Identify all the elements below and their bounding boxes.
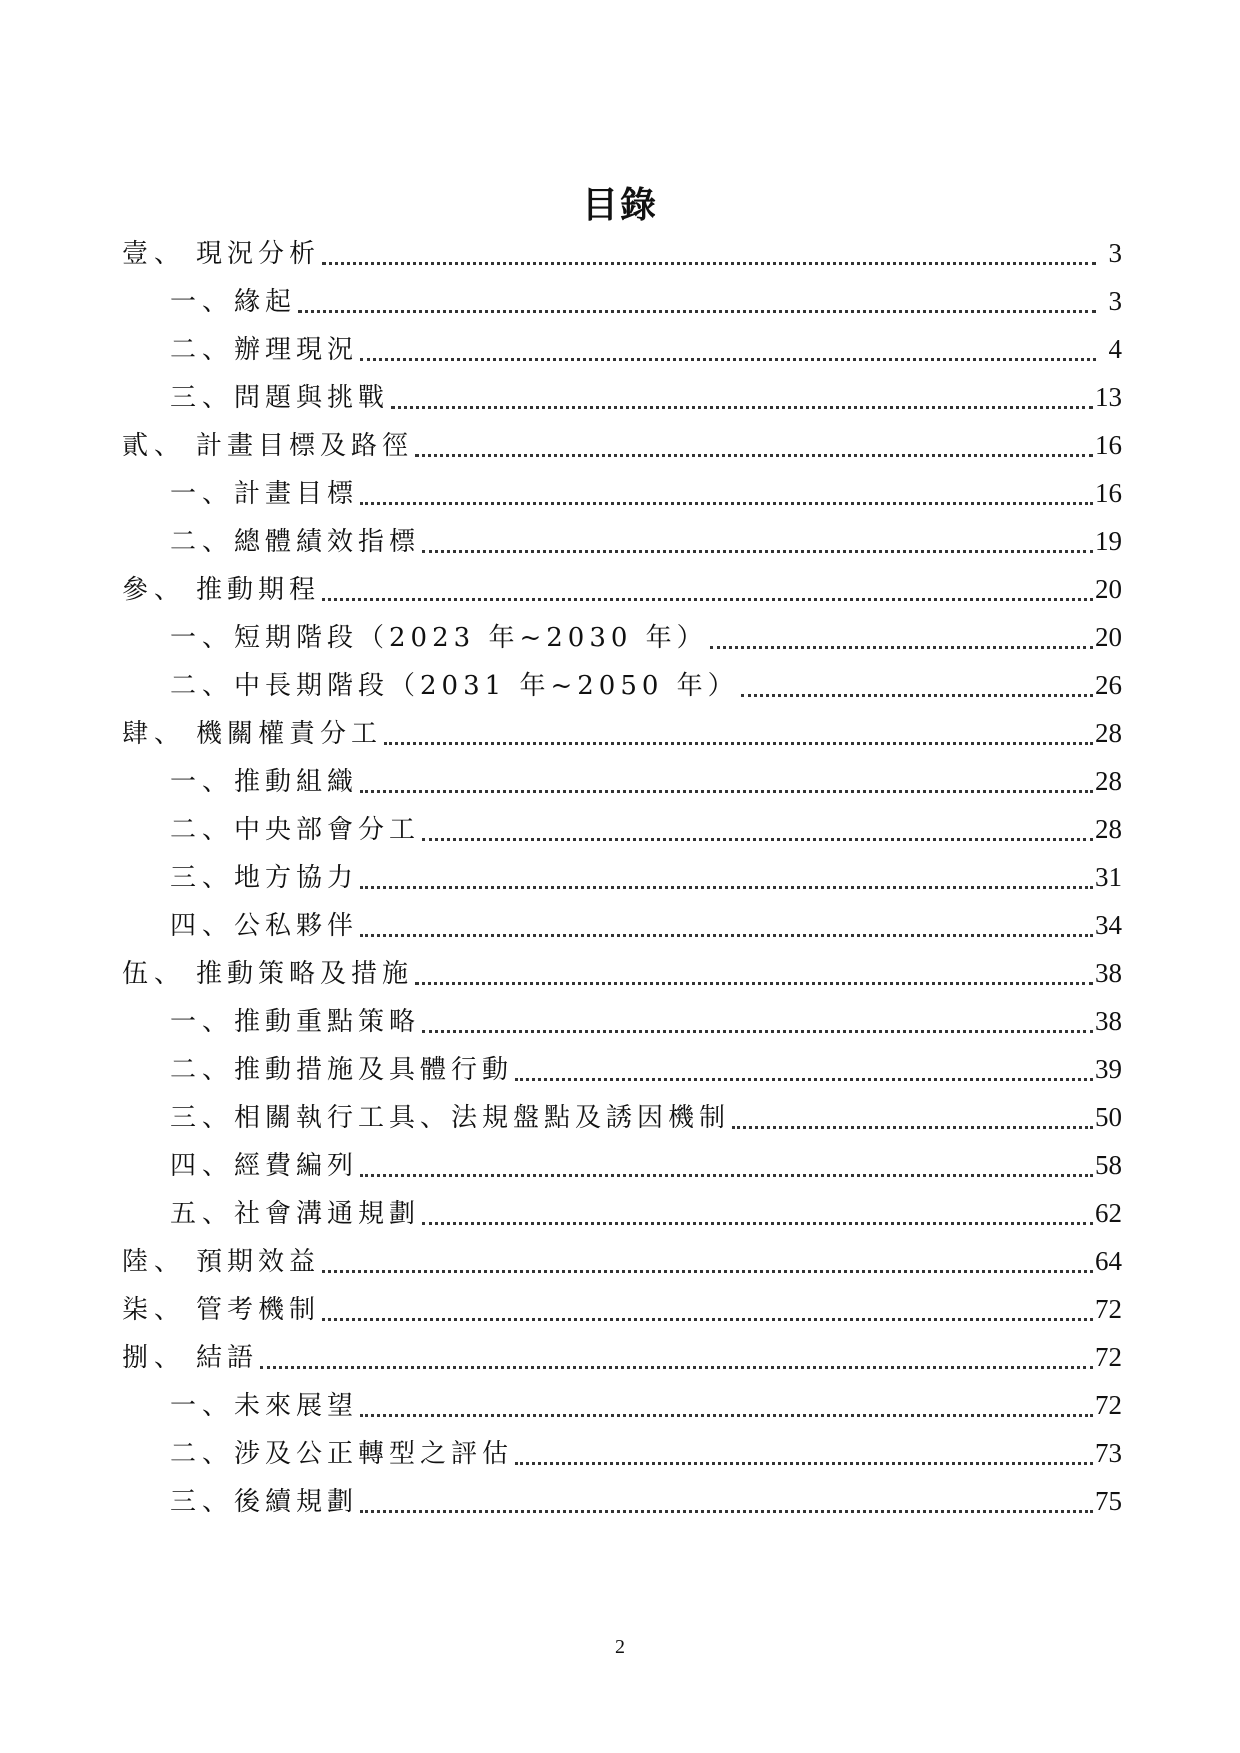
dot-leader	[298, 284, 1096, 313]
toc-entry-page-number: 38	[1095, 1006, 1122, 1036]
table-of-contents	[122, 229, 1122, 1525]
toc-entry-number: 二、	[170, 671, 235, 701]
dot-leader	[422, 812, 1093, 841]
page-title: 目錄	[581, 185, 658, 227]
toc-entry-page-number: 16	[1095, 430, 1122, 460]
toc-entry-page-number: 4	[1108, 334, 1122, 364]
toc-section-entry[interactable]	[122, 805, 1122, 853]
toc-entry-number: 二、	[170, 1439, 235, 1469]
toc-entry-number: 參、	[122, 575, 187, 605]
toc-section-entry[interactable]	[122, 901, 1122, 949]
toc-entry-number: 一、	[170, 623, 235, 653]
toc-entry-number: 三、	[170, 1103, 235, 1133]
toc-entry-number: 二、	[170, 1055, 235, 1085]
dot-leader	[384, 716, 1093, 745]
toc-entry-number: 柒、	[122, 1295, 187, 1325]
toc-chapter-entry[interactable]	[122, 229, 1122, 277]
toc-entry-title: 預期效益	[196, 1247, 321, 1277]
dot-leader	[322, 236, 1096, 265]
dot-leader	[360, 1388, 1093, 1417]
page-number: 2	[615, 1636, 625, 1658]
toc-entry-title: 推動重點策略	[234, 1007, 421, 1037]
toc-entry-page-number: 64	[1095, 1246, 1122, 1276]
dot-leader	[415, 428, 1093, 457]
toc-section-entry[interactable]	[122, 277, 1122, 325]
toc-entry-page-number: 38	[1095, 958, 1122, 988]
toc-entry-number: 伍、	[122, 959, 187, 989]
toc-entry-title: 結語	[196, 1343, 259, 1373]
dot-leader	[260, 1340, 1093, 1369]
toc-entry-title: 推動措施及具體行動	[234, 1055, 514, 1085]
toc-section-entry[interactable]	[122, 1429, 1122, 1477]
toc-section-entry[interactable]	[122, 1045, 1122, 1093]
dot-leader	[322, 1244, 1093, 1273]
dot-leader	[710, 620, 1093, 649]
toc-entry-number: 肆、	[122, 719, 187, 749]
toc-entry-title: 中長期階段（2031 年~2050 年）	[234, 671, 739, 701]
toc-entry-page-number: 3	[1108, 238, 1122, 268]
toc-entry-title: 公私夥伴	[234, 911, 359, 941]
toc-chapter-entry[interactable]	[122, 1237, 1122, 1285]
toc-entry-number: 三、	[170, 863, 235, 893]
toc-chapter-entry[interactable]	[122, 949, 1122, 997]
toc-entry-title: 辦理現況	[234, 335, 359, 365]
toc-entry-number: 三、	[170, 1487, 235, 1517]
dot-leader	[741, 668, 1093, 697]
toc-section-entry[interactable]	[122, 373, 1122, 421]
dot-leader	[515, 1436, 1093, 1465]
toc-entry-page-number: 20	[1095, 622, 1122, 652]
dot-leader	[360, 1484, 1093, 1513]
toc-entry-title: 管考機制	[196, 1295, 321, 1325]
dot-leader	[422, 1196, 1093, 1225]
toc-entry-page-number: 13	[1095, 382, 1122, 412]
toc-entry-title: 問題與挑戰	[234, 383, 390, 413]
toc-entry-number: 一、	[170, 1007, 235, 1037]
toc-entry-number: 一、	[170, 287, 235, 317]
toc-entry-number: 貳、	[122, 431, 187, 461]
toc-entry-title: 短期階段（2023 年~2030 年）	[234, 623, 708, 653]
toc-entry-number: 二、	[170, 815, 235, 845]
toc-entry-number: 捌、	[122, 1343, 187, 1373]
toc-chapter-entry[interactable]	[122, 1333, 1122, 1381]
dot-leader	[360, 332, 1096, 361]
toc-section-entry[interactable]	[122, 469, 1122, 517]
toc-entry-number: 二、	[170, 335, 235, 365]
toc-entry-page-number: 28	[1095, 814, 1122, 844]
toc-entry-page-number: 3	[1108, 286, 1122, 316]
toc-section-entry[interactable]	[122, 853, 1122, 901]
toc-entry-page-number: 28	[1095, 718, 1122, 748]
toc-entry-title: 後續規劃	[234, 1487, 359, 1517]
toc-entry-title: 機關權責分工	[196, 719, 383, 749]
dot-leader	[422, 1004, 1093, 1033]
toc-chapter-entry[interactable]	[122, 421, 1122, 469]
toc-chapter-entry[interactable]	[122, 1285, 1122, 1333]
toc-entry-number: 一、	[170, 767, 235, 797]
toc-entry-number: 陸、	[122, 1247, 187, 1277]
toc-section-entry[interactable]	[122, 1381, 1122, 1429]
toc-entry-page-number: 58	[1095, 1150, 1122, 1180]
toc-entry-page-number: 73	[1095, 1438, 1122, 1468]
toc-entry-page-number: 19	[1095, 526, 1122, 556]
toc-entry-page-number: 39	[1095, 1054, 1122, 1084]
toc-section-entry[interactable]	[122, 997, 1122, 1045]
dot-leader	[360, 1148, 1093, 1177]
dot-leader	[515, 1052, 1093, 1081]
toc-entry-page-number: 50	[1095, 1102, 1122, 1132]
dot-leader	[322, 572, 1093, 601]
toc-entry-title: 緣起	[234, 287, 297, 317]
toc-section-entry[interactable]	[122, 1189, 1122, 1237]
toc-section-entry[interactable]	[122, 757, 1122, 805]
dot-leader	[360, 908, 1093, 937]
toc-entry-page-number: 72	[1095, 1390, 1122, 1420]
toc-entry-title: 社會溝通規劃	[234, 1199, 421, 1229]
toc-entry-title: 中央部會分工	[234, 815, 421, 845]
dot-leader	[732, 1100, 1093, 1129]
toc-entry-title: 推動組織	[234, 767, 359, 797]
toc-entry-title: 計畫目標及路徑	[196, 431, 414, 461]
toc-entry-number: 四、	[170, 911, 235, 941]
toc-chapter-entry[interactable]	[122, 565, 1122, 613]
toc-section-entry[interactable]	[122, 613, 1122, 661]
toc-section-entry[interactable]	[122, 1093, 1122, 1141]
toc-entry-page-number: 31	[1095, 862, 1122, 892]
toc-entry-title: 地方協力	[234, 863, 359, 893]
toc-chapter-entry[interactable]	[122, 709, 1122, 757]
toc-entry-title: 現況分析	[196, 239, 321, 269]
toc-entry-page-number: 72	[1095, 1294, 1122, 1324]
dot-leader	[360, 860, 1093, 889]
toc-section-entry[interactable]	[122, 1477, 1122, 1525]
toc-entry-number: 一、	[170, 479, 235, 509]
toc-entry-title: 推動策略及措施	[196, 959, 414, 989]
toc-section-entry[interactable]	[122, 1141, 1122, 1189]
toc-entry-page-number: 26	[1095, 670, 1122, 700]
toc-entry-title: 相關執行工具、法規盤點及誘因機制	[234, 1103, 731, 1133]
dot-leader	[415, 956, 1093, 985]
toc-entry-number: 三、	[170, 383, 235, 413]
toc-section-entry[interactable]	[122, 517, 1122, 565]
toc-entry-page-number: 20	[1095, 574, 1122, 604]
toc-section-entry[interactable]	[122, 661, 1122, 709]
toc-entry-title: 計畫目標	[234, 479, 359, 509]
toc-entry-page-number: 28	[1095, 766, 1122, 796]
dot-leader	[391, 380, 1093, 409]
dot-leader	[322, 1292, 1093, 1321]
toc-entry-page-number: 16	[1095, 478, 1122, 508]
toc-entry-title: 經費編列	[234, 1151, 359, 1181]
toc-entry-title: 涉及公正轉型之評估	[234, 1439, 514, 1469]
toc-entry-number: 一、	[170, 1391, 235, 1421]
toc-section-entry[interactable]	[122, 325, 1122, 373]
toc-entry-number: 四、	[170, 1151, 235, 1181]
dot-leader	[360, 764, 1093, 793]
toc-entry-number: 五、	[170, 1199, 235, 1229]
dot-leader	[360, 476, 1093, 505]
toc-entry-page-number: 62	[1095, 1198, 1122, 1228]
toc-entry-title: 總體績效指標	[234, 527, 421, 557]
toc-entry-number: 二、	[170, 527, 235, 557]
toc-entry-title: 推動期程	[196, 575, 321, 605]
toc-entry-page-number: 34	[1095, 910, 1122, 940]
toc-entry-page-number: 72	[1095, 1342, 1122, 1372]
dot-leader	[422, 524, 1093, 553]
toc-entry-number: 壹、	[122, 239, 187, 269]
toc-entry-page-number: 75	[1095, 1486, 1122, 1516]
toc-entry-title: 未來展望	[234, 1391, 359, 1421]
